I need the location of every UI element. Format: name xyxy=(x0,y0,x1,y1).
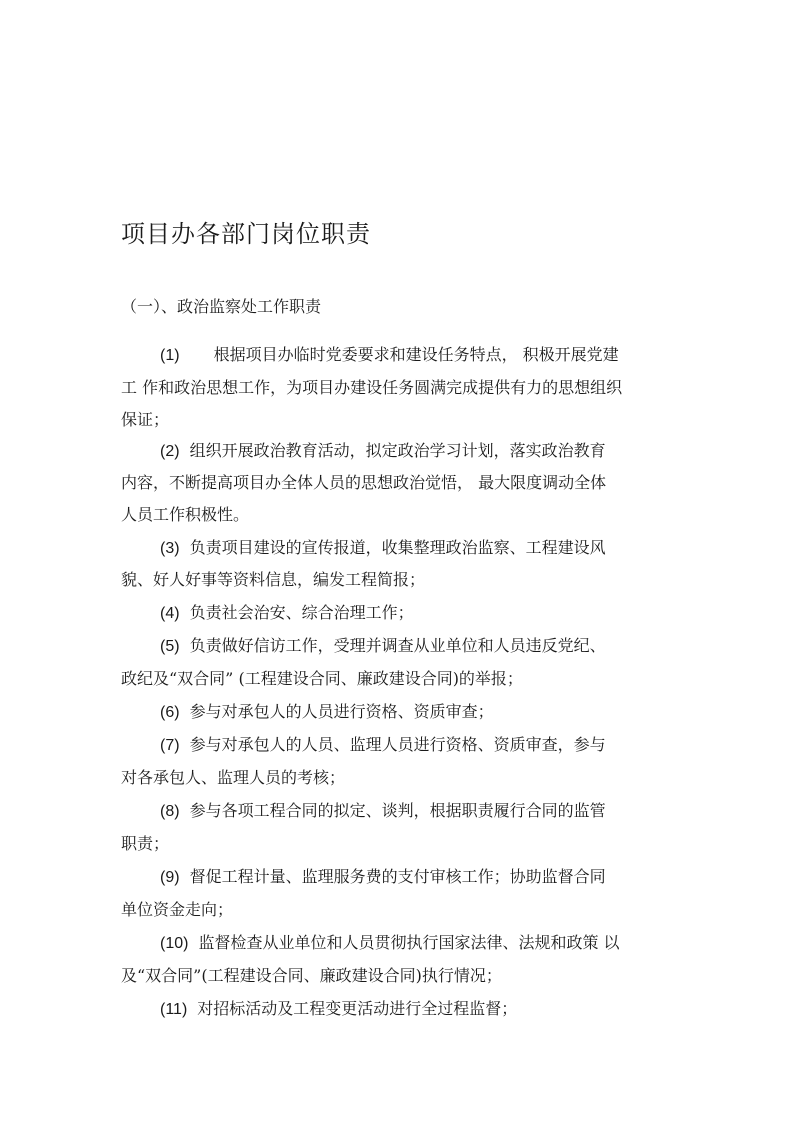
page-title: 项目办各部门岗位职责 xyxy=(121,220,371,248)
item-text-line: 貌、好人好事等资料信息，编发工程简报； xyxy=(121,570,426,589)
item-number: (7) xyxy=(160,737,180,754)
item-text-line: 组织开展政治教育活动，拟定政治学习计划，落实政治教育 xyxy=(189,441,606,460)
list-item xyxy=(160,702,494,723)
item-number: (6) xyxy=(160,704,180,721)
item-text-line: 对招标活动及工程变更活动进行全过程监督； xyxy=(197,999,518,1018)
list-item xyxy=(160,441,606,462)
list-item xyxy=(160,538,606,559)
item-text-line: 对各承包人、监理人员的考核； xyxy=(121,768,346,787)
item-number: (10) xyxy=(160,935,189,952)
item-text-line: 单位资金走向； xyxy=(121,900,234,919)
list-item xyxy=(160,735,606,756)
item-text-line: 负责项目建设的宣传报道，收集整理政治监察、工程建设风 xyxy=(189,538,606,557)
list-item xyxy=(160,636,606,657)
item-number: (5) xyxy=(160,638,180,655)
item-number: (3) xyxy=(160,540,180,557)
item-text-line: 参与对承包人的人员、监理人员进行资格、资质审查，参与 xyxy=(189,735,606,754)
item-text-line: 参与对承包人的人员进行资格、资质审查； xyxy=(189,702,494,721)
list-item xyxy=(160,867,606,888)
item-text-line: 职责； xyxy=(121,834,170,853)
item-number: (8) xyxy=(160,803,180,820)
item-number: (11) xyxy=(160,1001,188,1018)
item-text-line: 保证； xyxy=(121,410,170,429)
list-item xyxy=(160,999,517,1020)
item-text-line: 人员工作积极性。 xyxy=(121,505,250,524)
list-item xyxy=(160,345,619,366)
item-number: (1) xyxy=(160,347,180,364)
list-item xyxy=(160,801,606,822)
item-text-line: 负责做好信访工作，受理并调查从业单位和人员违反党纪、 xyxy=(189,636,606,655)
item-text-line: 工 作和政治思想工作，为项目办建设任务圆满完成提供有力的思想组织 xyxy=(121,378,623,397)
item-text-line: 督促工程计量、监理服务费的支付审核工作；协助监督合同 xyxy=(189,867,606,886)
item-text-line: 根据项目办临时党委要求和建设任务特点， 积极开展党建 xyxy=(213,345,619,364)
list-item xyxy=(160,933,620,954)
item-number: (4) xyxy=(160,605,180,622)
list-item xyxy=(160,603,414,624)
item-number: (9) xyxy=(160,869,180,886)
item-text-line: 政纪及“双合同” (工程建设合同、廉政建设合同)的举报； xyxy=(121,669,523,688)
section-heading: （一）、政治监察处工作职责 xyxy=(121,297,322,316)
item-number: (2) xyxy=(160,443,180,460)
item-text-line: 参与各项工程合同的拟定、谈判，根据职责履行合同的监管 xyxy=(189,801,606,820)
item-text-line: 负责社会治安、综合治理工作； xyxy=(189,603,414,622)
item-text-line: 及“双合同”(工程建设合同、廉政建设合同)执行情况； xyxy=(121,966,502,985)
item-text-line: 监督检查从业单位和人员贯彻执行国家法律、法规和政策 以 xyxy=(198,933,620,952)
item-text-line: 内容，不断提高项目办全体人员的思想政治觉悟， 最大限度调动全体 xyxy=(121,473,607,492)
